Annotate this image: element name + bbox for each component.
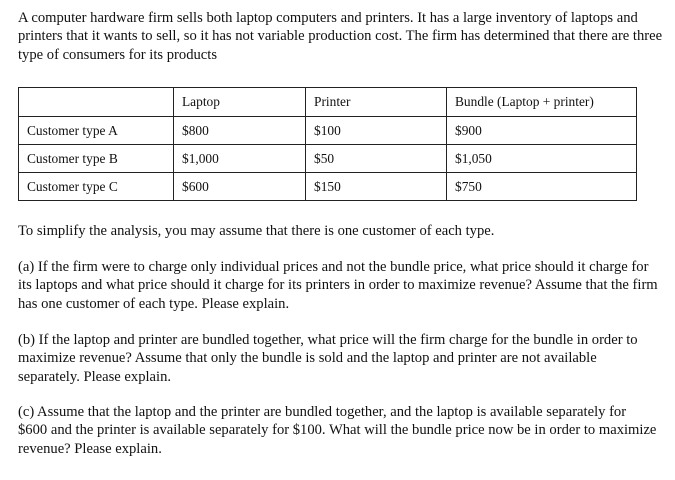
- table-cell: $1,000: [174, 145, 306, 173]
- table-cell: $600: [174, 173, 306, 201]
- table-header-cell: Bundle (Laptop + printer): [447, 88, 637, 117]
- table-cell: $150: [306, 173, 447, 201]
- table-cell: Customer type B: [19, 145, 174, 173]
- table-cell: $800: [174, 117, 306, 145]
- table-cell: $1,050: [447, 145, 637, 173]
- table-row: [19, 145, 637, 173]
- table-cell: $50: [306, 145, 447, 173]
- table-cell: $100: [306, 117, 447, 145]
- table-row: [19, 117, 637, 145]
- table-header-row: [19, 88, 637, 117]
- question-a: (a) If the firm were to charge only individual prices and not the bundle price, what price should it charge for its laptops and what price should it charge for its printers in order to maximize revenue? Assume that the firm has one customer of each type. Please explain.: [18, 259, 658, 312]
- intro-paragraph: A computer hardware firm sells both laptop computers and printers. It has a large inventory of laptops and printers that it wants to sell, so it has not variable production cost. The firm has determined that there are three type of consumers for its products: [18, 10, 663, 63]
- table-cell: $900: [447, 117, 637, 145]
- table-cell: Customer type C: [19, 173, 174, 201]
- simplify-note: To simplify the analysis, you may assume that there is one customer of each type.: [18, 223, 495, 239]
- table-header-cell: Laptop: [174, 88, 306, 117]
- question-b: (b) If the laptop and printer are bundled together, what price will the firm charge for the bundle in order to maximize revenue? Assume that only the bundle is sold and the laptop and printer are not available separately. Please explain.: [18, 332, 638, 385]
- table-cell: Customer type A: [19, 117, 174, 145]
- table-row: [19, 173, 637, 201]
- price-table: [18, 87, 637, 201]
- table-header-cell: Printer: [306, 88, 447, 117]
- question-c: (c) Assume that the laptop and the printer are bundled together, and the laptop is available separately for $600 and the printer is available separately for $100. What will the bundle price now be in order to maximize revenue? Please explain.: [18, 404, 657, 457]
- table-cell: $750: [447, 173, 637, 201]
- table-header-cell: [19, 88, 174, 117]
- document: [18, 9, 663, 64]
